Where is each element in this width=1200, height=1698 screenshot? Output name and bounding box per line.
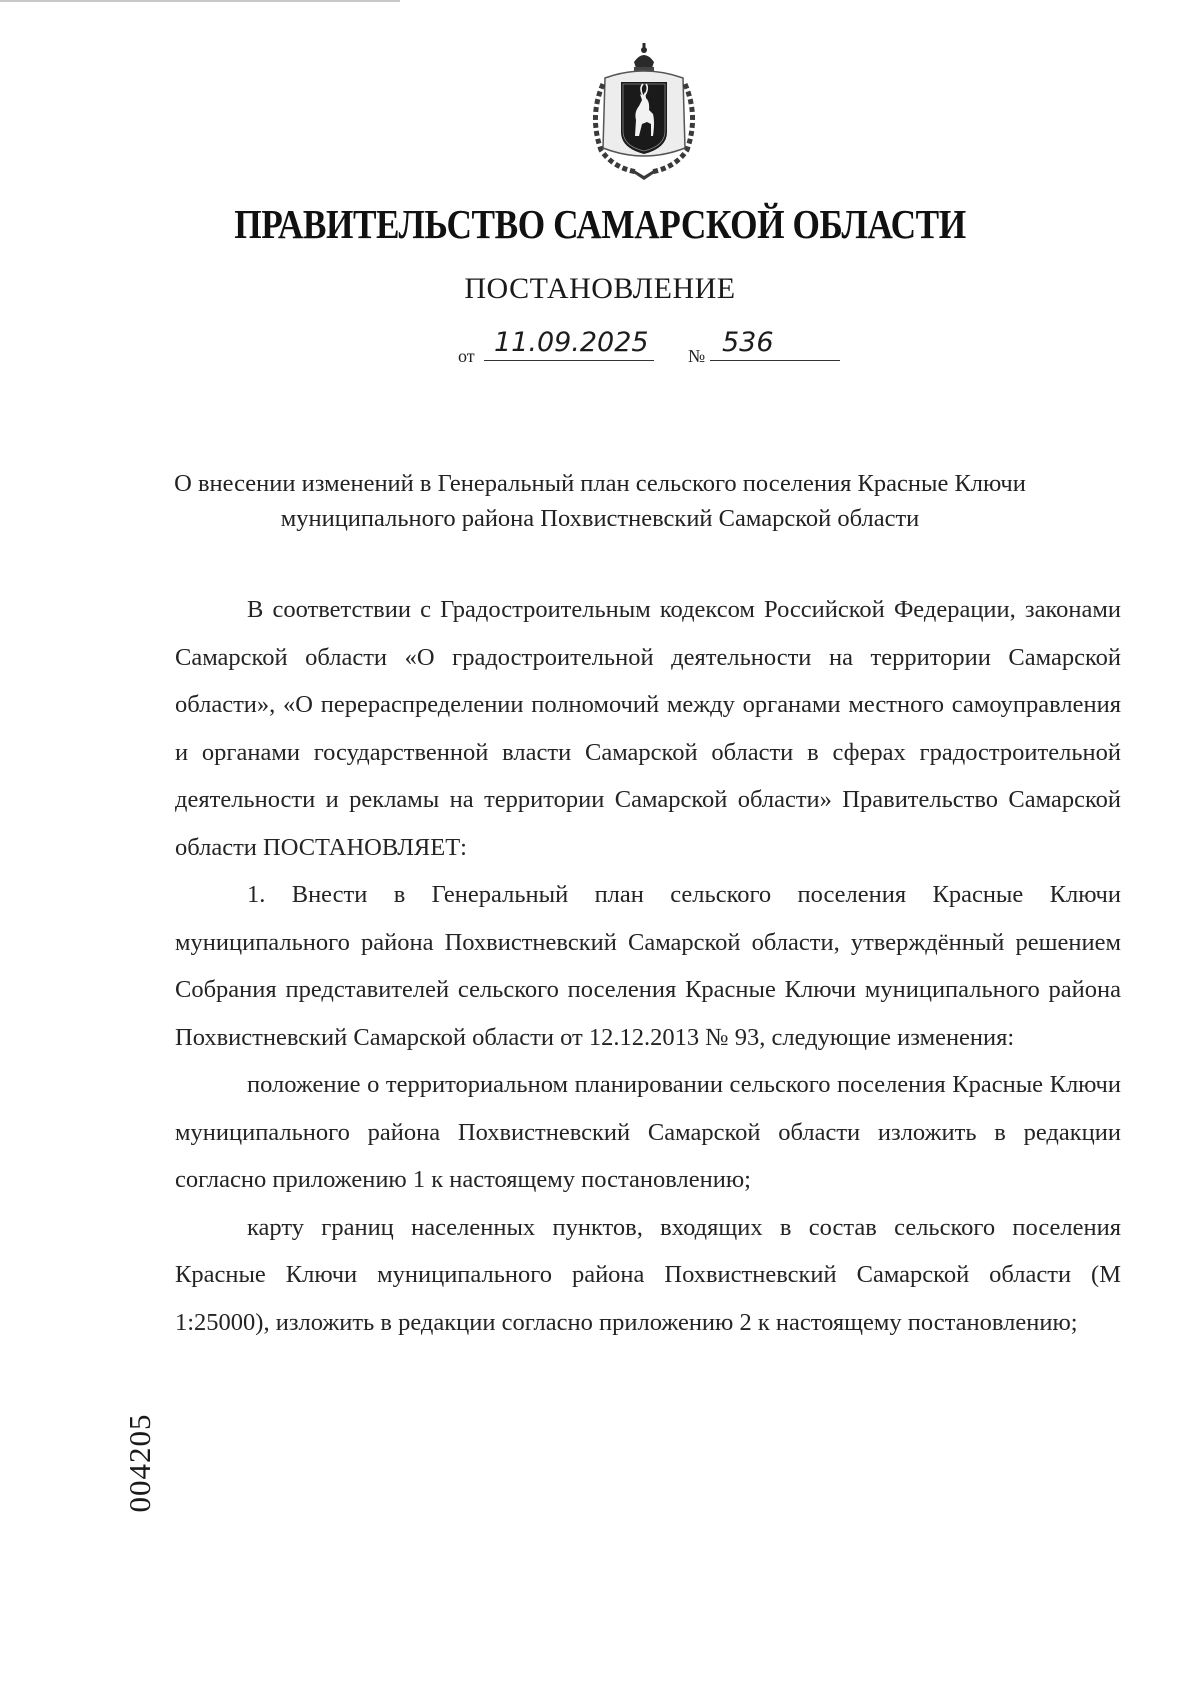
amendment-paragraph: положение о территориальном планировании сельского поселения Красные Ключи муниципального района Похвистневский Самарской области изложить в редакции согласно приложению 1 к настоящему постановлению;	[175, 1071, 1121, 1193]
handwritten-date: 11.09.2025	[494, 327, 649, 358]
document-subject: О внесении изменений в Генеральный план сельского поселения Красные Ключи муниципального района Похвистневский Самарской области	[174, 470, 1026, 532]
date-prefix: от	[458, 346, 475, 366]
organization-title: ПРАВИТЕЛЬСТВО САМАРСКОЙ ОБЛАСТИ	[234, 201, 966, 247]
date-field	[484, 327, 654, 361]
registration-line	[458, 327, 848, 370]
number-field	[710, 327, 840, 361]
clause-paragraph: 1. Внести в Генеральный план сельского поселения Красные Ключи муниципального района Похвистневский Самарской области, утверждённый решением Собрания представителей сельского поселения Красные Ключи муниципального района Похвистневский Самарской области от 12.12.2013 № 93, следующие изменения:	[175, 881, 1121, 1051]
scan-edge-line	[0, 0, 400, 2]
preamble-paragraph: В соответствии с Градостроительным кодексом Российской Федерации, законами Самарской области «О градостроительной деятельности на территории Самарской области», «О перераспределении полномочий между органами местного самоуправления и органами государственной власти Самарской области в сферах градостроительной деятельности и рекламы на территории Самарской области» Правительство Самарской области ПОСТАНОВЛЯЕТ:	[175, 596, 1121, 861]
page-serial-number: 004205	[122, 1413, 157, 1513]
document-body	[175, 586, 1121, 1346]
document-type: ПОСТАНОВЛЕНИЕ	[464, 272, 736, 305]
number-prefix: №	[688, 346, 706, 366]
coat-of-arms-icon	[587, 40, 701, 180]
amendment-paragraph: карту границ населенных пунктов, входящих в состав сельского поселения Красные Ключи муниципального района Похвистневский Самарской области (М 1:25000), изложить в редакции согласно приложению 2 к настоящему постановлению;	[175, 1213, 1121, 1336]
handwritten-number: 536	[722, 327, 774, 358]
